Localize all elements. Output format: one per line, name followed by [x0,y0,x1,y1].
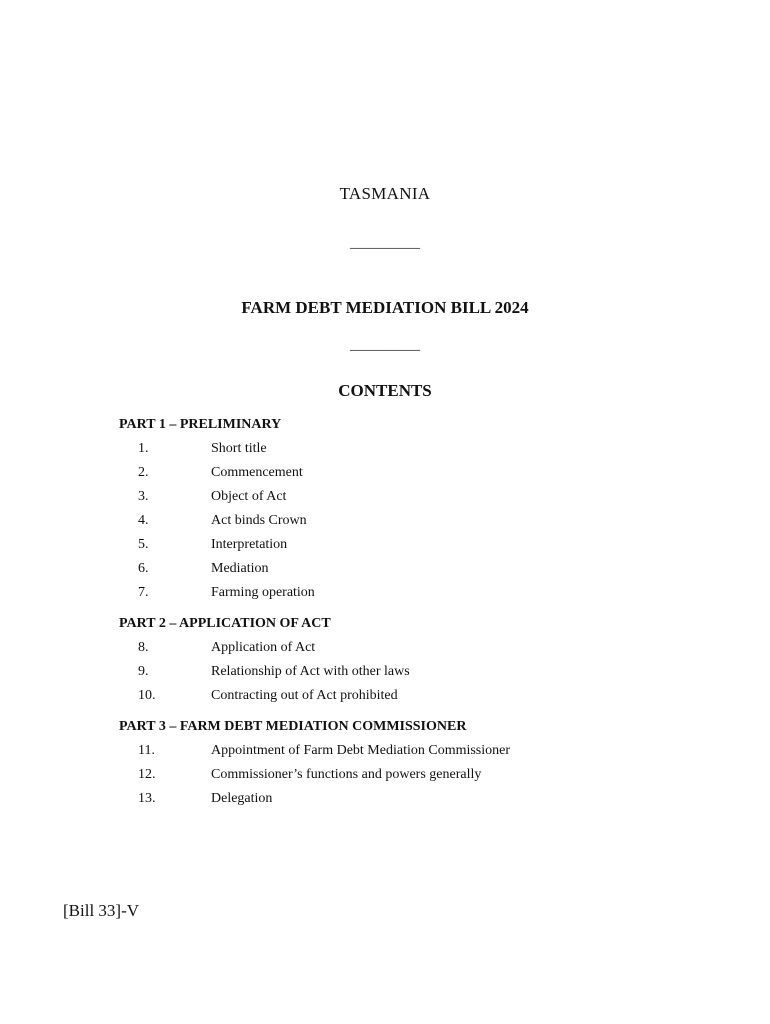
toc-item-title: Act binds Crown [211,513,307,528]
toc-item-title: Mediation [211,561,269,576]
toc-item[interactable] [119,638,679,662]
part-heading[interactable]: PART 3 – FARM DEBT MEDIATION COMMISSIONER [119,719,467,734]
toc-item[interactable] [119,741,679,765]
toc-item-number: 12. [138,767,156,782]
toc-item[interactable] [119,789,679,813]
toc-item[interactable] [119,686,679,710]
part-spacer [119,607,679,614]
toc-item[interactable] [119,765,679,789]
toc-item-title: Farming operation [211,585,315,600]
toc-item[interactable] [119,662,679,686]
toc-item-number: 8. [138,640,149,655]
toc-item-title: Application of Act [211,640,316,655]
toc-item-title: Interpretation [211,537,288,552]
toc-item-number: 11. [138,743,155,758]
toc-item-number: 1. [138,441,149,456]
separator-rule-top: __________ [350,236,420,251]
toc-item-number: 10. [138,688,156,703]
toc-item[interactable] [119,559,679,583]
toc-item-number: 2. [138,465,149,480]
toc-item-number: 3. [138,489,149,504]
toc-item-title: Delegation [211,791,273,806]
part-heading[interactable]: PART 1 – PRELIMINARY [119,417,282,432]
part-spacer [119,710,679,717]
table-of-contents [119,415,679,813]
toc-item-title: Short title [211,441,267,456]
toc-item[interactable] [119,583,679,607]
separator-rule-bottom: __________ [350,338,420,353]
toc-item[interactable] [119,487,679,511]
bill-title: FARM DEBT MEDIATION BILL 2024 [241,298,529,317]
toc-item-number: 13. [138,791,156,806]
jurisdiction-heading: TASMANIA [339,184,431,203]
bill-reference-footer: [Bill 33]-V [63,901,140,920]
toc-item[interactable] [119,463,679,487]
contents-heading: CONTENTS [338,381,432,400]
toc-item-title: Commencement [211,465,303,480]
toc-item[interactable] [119,535,679,559]
toc-item-number: 5. [138,537,149,552]
toc-item-number: 9. [138,664,149,679]
toc-item-number: 7. [138,585,149,600]
part-heading[interactable]: PART 2 – APPLICATION OF ACT [119,616,331,631]
toc-item-title: Object of Act [211,489,287,504]
toc-item-title: Contracting out of Act prohibited [211,688,398,703]
toc-item-number: 6. [138,561,149,576]
toc-item-title: Relationship of Act with other laws [211,664,410,679]
toc-item-title: Commissioner’s functions and powers generally [211,767,482,782]
toc-item-number: 4. [138,513,149,528]
toc-item[interactable] [119,511,679,535]
toc-item-title: Appointment of Farm Debt Mediation Commissioner [211,743,511,758]
toc-item[interactable] [119,439,679,463]
